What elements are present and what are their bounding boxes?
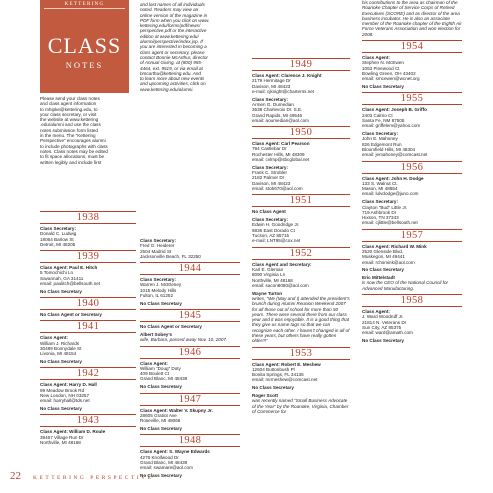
intro-line: and last names of all individuals	[140, 2, 205, 7]
entry-line: Santa Fe, NM 87505	[362, 117, 405, 123]
class-notes-banner	[40, 0, 129, 93]
class-note-entry	[140, 449, 240, 470]
entry-line: e-mail: cjknight@chartermi.net	[252, 88, 315, 94]
class-year-heading: 1942	[40, 367, 136, 380]
intro-line: alumni/perspective/index.jsp. If	[140, 39, 203, 45]
class-note-entry	[252, 393, 350, 414]
class-note-entry	[40, 382, 136, 403]
intro-line: kettering.edu/forms/pdf/news/	[140, 23, 201, 29]
entry-heading: Class Secretary:	[252, 164, 289, 170]
entry-line: 99 Meadow Brook Rd	[40, 387, 85, 393]
entry-heading: Class Agent: Walter V. Skupny Jr.	[140, 407, 213, 413]
entry-heading: No Class Secretary	[40, 288, 82, 294]
class-note-entry	[252, 217, 350, 243]
intro-line: 4464, ext. 9519, or via email at	[140, 65, 203, 71]
entry-line: Stephen N. McEwen	[362, 60, 404, 66]
class-year-heading: 1958	[362, 294, 462, 307]
class-note-entry	[40, 429, 136, 445]
entry-line: Davison, MI 48423	[252, 83, 291, 89]
class-note-entry	[252, 291, 350, 344]
entry-line: 8090 Virginia Ln	[252, 272, 286, 278]
entry-line: Clayton “Bud” Little Jr.	[362, 204, 408, 210]
entry-line: email: stob670@aol.com	[252, 186, 303, 192]
class-note-entry	[362, 244, 462, 265]
entry-heading: Class Secretary:	[140, 238, 177, 243]
entry-heading: Class Agent:	[362, 309, 390, 315]
class-note-entry	[140, 426, 240, 431]
entry-heading: Class Secretary:	[362, 199, 399, 205]
entry-line: 4276 Knollwood Dr	[140, 454, 179, 460]
intro-line: of Annual Giving, at (800) 955-	[140, 60, 203, 66]
class-note-entry	[140, 324, 240, 329]
entry-line: 3638 Charlevoix Dr. S.E.	[252, 107, 303, 113]
class-note-entry	[140, 361, 240, 382]
class-note-entry	[252, 262, 350, 288]
entry-line: Hixson, TN 37343	[362, 215, 399, 221]
intro-line: class agent or secretary, please	[140, 49, 205, 55]
entry-line: Warren J. McEleney	[140, 282, 182, 288]
entry-heading: Class Secretary:	[40, 226, 77, 231]
class-note-entry	[40, 226, 136, 247]
class-note-entry	[140, 408, 240, 424]
entry-heading: No Class Secretary	[40, 359, 82, 365]
entry-line: 1053 Pinewood Ct	[362, 65, 400, 71]
entry-note: writes, “We (May and I) attended the president’s brunch during Alumni Reunion Weekend 2007 for all those out of school for more than 50 years. There were several there from our class year and it was enjoyable. It is a good thing that they give us name tags so that we can recognize each other. I haven’t changed in all of these years, but others have really gotten older!!!”	[252, 295, 350, 344]
intro-line: online version of the magazine in	[140, 12, 208, 18]
page-footer	[10, 466, 154, 484]
class-note-entry	[140, 238, 240, 259]
class-year-heading: 1945	[140, 309, 240, 322]
entry-line: Northville, MI 48168	[40, 440, 81, 446]
class-note-entry	[362, 107, 462, 128]
class-note-entry	[362, 131, 462, 157]
entry-line: 12604 Buttonbush Pl	[252, 366, 295, 372]
entry-line: 2179 Hermitage Dr	[252, 78, 291, 84]
entry-line: 28605 Gratiot Ave	[140, 412, 177, 418]
entry-line: 21814 N. Veterans Dr	[362, 319, 407, 325]
entry-heading: Class Agent: John H. Dodge	[362, 175, 424, 181]
class-year-heading: 1938	[40, 211, 136, 224]
intro-line: in the menu. The “Kettering	[40, 133, 96, 139]
class-note-entry	[362, 199, 462, 225]
entry-line: email: sacon8080@aol.com	[252, 282, 309, 288]
entry-heading: Class Agent and Secretary:	[252, 261, 312, 267]
class-year-heading: 1941	[40, 320, 136, 333]
entry-heading: No Class Secretary	[362, 338, 404, 344]
page-number: 22	[10, 470, 21, 482]
class-year-heading: 1953	[252, 347, 350, 360]
entry-line: Northville, MI 48168	[252, 277, 293, 283]
entry-line: Grand Blanc, MI 48439	[140, 376, 188, 382]
entry-line: Edwin H. Goodridge Jr.	[252, 222, 300, 228]
class-note-entry	[140, 277, 240, 298]
intro-text-continued	[140, 2, 240, 92]
entry-note: was recently named “Small Business Advocate of the Year” by the Roanoke, Virginia, Chamber of Commerce for	[252, 398, 349, 414]
class-year-heading: 1946	[140, 346, 240, 359]
entry-heading: Class Agent:	[140, 360, 168, 366]
class-year-heading: 1955	[362, 92, 462, 105]
entry-line: Bowling Green, OH 43402	[362, 70, 416, 76]
entry-line: Muskegon, MI 49441	[362, 254, 405, 260]
entry-line: John E. Mahoney	[362, 136, 398, 142]
entry-line: 409 Boulett Ct	[140, 371, 170, 377]
entry-heading: Roger Scott	[252, 393, 279, 399]
entry-line: Frank C. Strobler	[252, 170, 287, 176]
entry-line: Roseville, MI 48066	[140, 418, 181, 424]
class-year-heading: 1940	[40, 297, 136, 310]
entry-line: Bloomfield Hills, MI 48304	[362, 146, 416, 152]
intro-line: to fit space allocations, must be	[40, 154, 105, 160]
intro-line: notes. Class notes may be edited	[40, 148, 108, 154]
banner-title: CLASS	[47, 33, 122, 58]
class-note-entry	[140, 384, 240, 389]
entry-note: is now the CEO of the National Council for Advanced Manufacturing.	[362, 280, 449, 291]
entry-line: 6836 East Dorado Ct	[252, 227, 295, 233]
column-1	[40, 208, 136, 463]
entry-heading: Class Agent:	[362, 55, 390, 61]
intro-line: Please send your class notes	[40, 96, 100, 101]
entry-line: email: cjlittle@bellsouth.net	[362, 220, 418, 226]
intro-line: you are interested in becoming a	[140, 44, 207, 50]
entry-line: 2504 Madrid St	[140, 248, 172, 254]
intro-line: Perspective” encourages alumni	[40, 138, 106, 144]
entry-line: Mason, MI 48854	[362, 186, 398, 192]
column-3	[252, 55, 350, 463]
class-note-entry	[40, 359, 136, 364]
entry-line: 719 Ashbrook Dr	[362, 209, 397, 215]
class-year-heading: 1954	[362, 40, 462, 53]
entry-line: 18064 Barlow St	[40, 236, 74, 242]
entry-line: email: swamare@aol.com	[140, 465, 193, 471]
class-note-entry	[362, 267, 462, 272]
entry-line: email: mrmeshew@comcast.net	[252, 377, 318, 383]
entry-heading: Class Agent: Richard W. Mink	[362, 243, 427, 249]
intro-line: contact Bonnie McArthur, director	[140, 54, 208, 60]
entry-heading: Eric Mittelstadt	[362, 275, 395, 281]
entry-line: 133 S. Walnut Ct.	[362, 180, 398, 186]
class-note-entry	[252, 97, 350, 123]
entry-line: e-mail: LNT95@cox.net	[252, 238, 301, 244]
entry-heading: No Class Secretary	[140, 425, 182, 431]
entry-heading: Albert Sobey’s	[140, 331, 172, 337]
entry-line: email: harryhall@tds.net	[40, 398, 90, 404]
intro-line: your class secretary, or visit	[40, 111, 97, 117]
column-4	[362, 0, 462, 463]
entry-heading: Class Agent: Harry D. Hall	[40, 382, 97, 388]
entry-line: Armen G. Dumedian	[252, 101, 294, 107]
entry-heading: Wayne Turton	[252, 290, 283, 296]
intro-line: edition at www.kettering.edu/	[140, 33, 199, 39]
entry-line: Sun City, AZ 85375	[362, 324, 402, 330]
entry-line: Fred G. Heiderer	[140, 243, 175, 249]
intro-text	[40, 96, 136, 165]
intro-line: the website at www.kettering	[40, 117, 99, 123]
intro-line: www.kettering.edu/alumni.	[140, 86, 194, 92]
entry-line: email: cvlmp@sbcglobal.net	[252, 157, 310, 163]
entry-line: 30489 Bonnydale St	[40, 346, 82, 352]
entry-heading: No Class Secretary	[252, 385, 294, 391]
entry-note: wife, Barbara, passed away Nov. 10, 2007.	[140, 337, 228, 343]
entry-note: his contributions to the area as chairman of the Roanoke Chapter of Service Corps of Retired Executives (SCORE) and as director of the area business incubator. He is also an associate member of the Roanoke chapter of the Eighth Air Force Veterans Association and won election for 2008.	[362, 0, 462, 37]
entry-line: 2403 Calmo Ct	[362, 112, 393, 118]
entry-heading: No Class Agent or Secretary	[40, 312, 102, 318]
entry-heading: Class Secretary:	[252, 217, 289, 223]
entry-line: 826 Edgemont Run	[362, 141, 402, 147]
class-note-entry	[252, 209, 350, 214]
class-note-entry	[40, 406, 136, 411]
entry-line: email: aoumedian@aol.com	[252, 117, 310, 123]
class-year-heading: 1948	[140, 434, 240, 447]
class-year-heading: 1951	[252, 194, 350, 207]
entry-heading: Class Agent: Joseph B. Griffo	[362, 107, 427, 113]
class-note-entry	[252, 141, 350, 162]
entry-line: Davison, MI 48423	[252, 180, 291, 186]
entry-line: 5 Tomochichi Ln	[40, 270, 74, 276]
entry-line: email: ward@amath.com	[362, 330, 413, 336]
entry-line: 39467 Village Run Dr	[40, 434, 84, 440]
entry-line: email: lulvdodge@juno.com	[362, 191, 419, 197]
entry-heading: Class Agent: Carl Pearson	[252, 141, 310, 147]
entry-line: Karl E. Gleman	[252, 266, 284, 272]
entry-line: email: smcewen@wcnet.org	[362, 76, 420, 82]
class-year-heading: 1956	[362, 161, 462, 174]
class-note-entry	[362, 275, 462, 291]
entry-line: Donald C. Ludwig	[40, 231, 77, 237]
class-year-heading: 1950	[252, 126, 350, 139]
class-note-entry	[40, 312, 136, 317]
class-note-entry	[252, 165, 350, 191]
class-note-entry	[362, 0, 462, 37]
entry-heading: Class Agent: Paul E. Hitch	[40, 265, 98, 271]
class-note-entry	[362, 338, 462, 343]
entry-heading: No Class Agent	[252, 209, 286, 215]
column-2	[140, 238, 240, 478]
class-year-heading: 1943	[40, 414, 136, 427]
class-note-entry	[140, 332, 240, 343]
entry-heading: Class Secretary:	[362, 131, 399, 137]
class-note-entry	[140, 301, 240, 306]
entry-heading: No Class Secretary	[362, 84, 404, 90]
intro-line: perspective.pdf or the interactive	[140, 28, 207, 34]
entry-line: 2520 Glenside Blvd.	[362, 249, 404, 254]
intro-line: notes submission form listed	[40, 127, 98, 133]
entry-line: email: griffelem@yahoo.com	[362, 123, 421, 129]
class-note-entry	[40, 265, 136, 286]
entry-line: Tucson, AZ 85715	[252, 233, 290, 239]
class-note-entry	[40, 289, 136, 294]
entry-line: New London, NH 03257	[40, 393, 90, 399]
publication-name: KETTERING PERSPECTIVE	[33, 475, 154, 481]
class-note-entry	[40, 335, 136, 356]
entry-line: Fulton, IL 61252	[140, 293, 174, 299]
entry-line: Bonita Springs, FL 34135	[252, 372, 304, 378]
entry-line: Jacksonville Beach, FL 32250	[140, 253, 201, 259]
entry-line: email: jemahoney@comcast.net	[362, 152, 428, 158]
entry-heading: Class Agent:	[40, 335, 68, 341]
entry-line: 2182 Palmer Dr	[252, 175, 285, 181]
entry-heading: Class Agent: William D. Roule	[40, 429, 106, 435]
class-note-entry	[252, 385, 350, 390]
entry-heading: No Class Secretary	[140, 384, 182, 390]
class-note-entry	[362, 55, 462, 81]
entry-line: William J. Richards	[40, 340, 80, 346]
class-note-entry	[252, 362, 350, 383]
entry-line: Grand Blanc, MI 48439	[140, 459, 188, 465]
banner-subtitle: NOTES	[65, 60, 104, 70]
intro-line: PDF form when you click on www.	[140, 17, 210, 23]
entry-heading: Class Secretary:	[140, 277, 177, 283]
entry-line: Rochester Hills, MI 48309	[252, 151, 305, 157]
entry-line: J. Ward Woodruff Jr.	[362, 314, 404, 320]
class-year-heading: 1939	[40, 250, 136, 263]
class-note-entry	[140, 473, 240, 478]
intro-line: to learn more about new events	[140, 76, 205, 82]
class-year-heading: 1952	[252, 247, 350, 260]
entry-line: Grand Rapids, MI 49546	[252, 112, 303, 118]
intro-line: written legibly and include first	[40, 159, 102, 165]
entry-heading: No Class Secretary	[362, 267, 404, 273]
entry-line: 1015 Melody Hills	[140, 287, 177, 293]
entry-heading: No Class Secretary	[40, 406, 82, 412]
entry-heading: No Class Secretary	[140, 300, 182, 306]
entry-line: email: rchsmink@aol.com	[362, 259, 415, 265]
class-note-entry	[362, 84, 462, 89]
intro-line: bmcarthu@kettering.edu. And	[140, 70, 201, 76]
entry-heading: Class Agent: S. Wayne Edwards	[140, 449, 210, 455]
intro-line: and class agent information	[40, 101, 97, 107]
class-note-entry	[252, 73, 350, 94]
class-year-heading: 1949	[252, 58, 350, 71]
entry-line: Savannah, GA 31411	[40, 275, 84, 281]
intro-line: noted. Readers may view an	[140, 7, 199, 13]
entry-line: email: paulitch@bellsouth.net	[40, 281, 101, 287]
entry-line: William “Doug” Doty	[140, 365, 181, 371]
class-note-entry	[362, 176, 462, 197]
banner-kettering: KETTERING	[44, 2, 125, 9]
class-year-heading: 1957	[362, 229, 462, 242]
entry-heading: Class Secretary:	[252, 96, 289, 102]
intro-line: to include photographs with class	[40, 143, 108, 149]
entry-line: Livonia, MI 48154	[40, 351, 77, 357]
entry-heading: No Class Agent or Secretary	[140, 324, 202, 330]
intro-line: to mhipke@kettering.edu, to	[40, 106, 98, 112]
entry-heading: Class Agent: Robert E. Meshew	[252, 361, 321, 367]
class-year-heading: 1944	[140, 262, 240, 275]
intro-line: .edu/alumni and use the class	[40, 122, 101, 128]
entry-heading: Class Agent: Clarence J. Knight	[252, 73, 322, 78]
entry-line: 794 Castlebar Dr	[252, 146, 287, 152]
class-note-entry	[362, 309, 462, 335]
class-year-heading: 1947	[140, 393, 240, 406]
entry-heading: No Class Secretary	[140, 472, 182, 478]
intro-line: and upcoming activities, click on	[140, 81, 206, 87]
entry-line: Detroit, MI 48205	[40, 241, 76, 247]
